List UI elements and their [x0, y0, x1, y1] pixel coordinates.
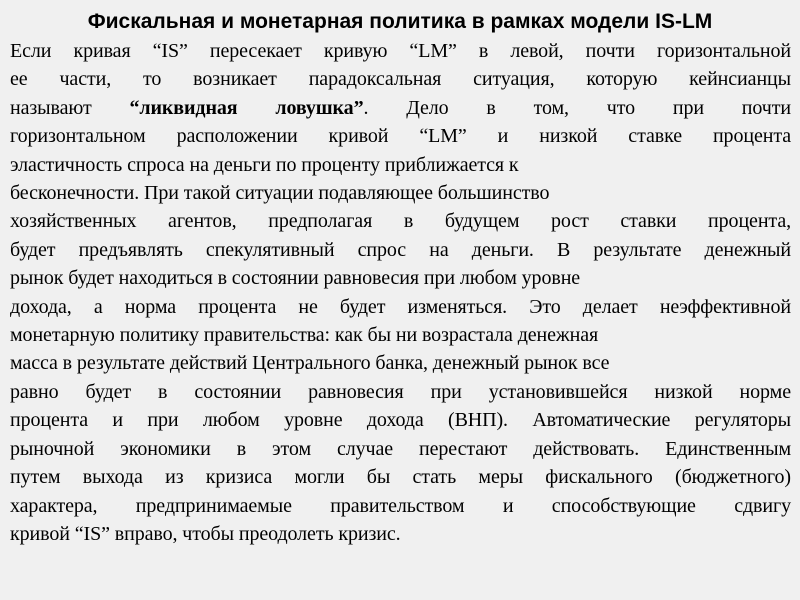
text-line: эластичность спроса на деньги по проценту приближается к [10, 153, 519, 176]
liquidity-trap-term: “ликвидная ловушка” [129, 96, 364, 119]
text-line: ее части, то возникает парадоксальная ситуация, которую кейнсианцы [10, 68, 791, 91]
text-line: масса в результате действий Центрального банка, денежный рынок все [10, 352, 610, 375]
body-paragraph [10, 37, 791, 548]
text-line: рынок будет находиться в состоянии равновесия при любом уровне [10, 267, 581, 290]
text-line: хозяйственных агентов, предполагая в будущем рост ставки процента, [10, 210, 791, 233]
text-line: горизонтальном расположении кривой “LM” и низкой ставке процента [10, 125, 791, 148]
text-line: характера, предпринимаемые правительством и способствующие сдвигу [10, 494, 791, 517]
text-line: процента и при любом уровне дохода (ВНП). Автоматические регуляторы [10, 409, 791, 432]
text-segment: называют [10, 96, 130, 119]
slide-title: Фискальная и монетарная политика в рамках модели IS-LM [87, 10, 713, 33]
text-line: дохода, а норма процента не будет изменяться. Это делает неэффективной [10, 295, 791, 318]
text-line: равно будет в состоянии равновесия при установившейся низкой норме [10, 380, 791, 403]
text-segment: . Дело в том, что при почти [363, 96, 791, 119]
text-line-with-term [10, 94, 791, 122]
text-line: кривой “IS” вправо, чтобы преодолеть кризис. [10, 522, 401, 545]
text-line: бесконечности. При такой ситуации подавляющее большинство [10, 182, 550, 205]
text-line: Если кривая “IS” пересекает кривую “LM” в левой, почти горизонтальной [10, 40, 791, 62]
text-line: будет предъявлять спекулятивный спрос на деньги. В результате денежный [10, 238, 791, 261]
text-line: рыночной экономики в этом случае перестают действовать. Единственным [10, 437, 791, 460]
text-line: путем выхода из кризиса могли бы стать меры фискального (бюджетного) [10, 466, 791, 489]
text-line: монетарную политику правительства: как бы ни возрастала денежная [10, 324, 599, 347]
